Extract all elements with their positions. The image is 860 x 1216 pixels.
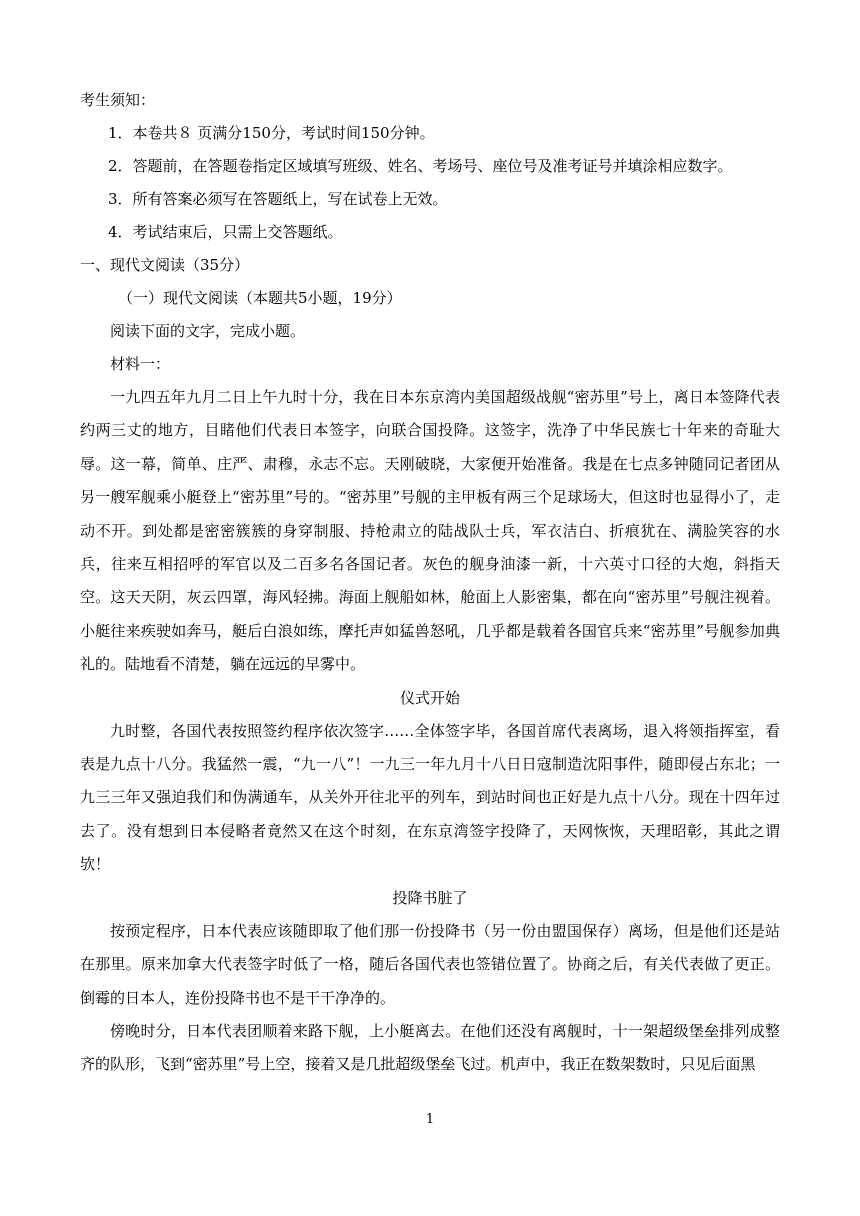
notice-item-4: 4．考试结束后，只需上交答题纸。 — [108, 223, 343, 241]
notice-title: 考生须知： — [80, 91, 156, 109]
section-subtitle: （一）现代文阅读（本题共5小题，19分） — [118, 289, 402, 307]
article-paragraph-3: 按预定程序，日本代表应该随即取了他们那一份投降书（另一份由盟国保存）离场，但是他们还是站在那里。原来加拿大代表签字时低了一格，随后各国代表也签错位置了。协商之后，有关代表做了更正。倒霉的日本人，连份投降书也不是干干净净的。 — [80, 921, 780, 1007]
notice-item-2: 2．答题前，在答题卷指定区域填写班级、姓名、考场号、座位号及准考证号并填涂相应数字。 — [108, 157, 733, 175]
article-paragraph-1: 一九四五年九月二日上午九时十分，我在日本东京湾内美国超级战舰“密苏里”号上，离日本签降代表约两三丈的地方，目睹他们代表日本签字，向联合国投降。这签字，洗净了中华民族七十年来的奇耻大辱。这一幕，简单、庄严、肃穆，永志不忘。天刚破晓，大家便开始准备。我是在七点多钟随同记者团从另一艘军舰乘小艇登上“密苏里”号的。“密苏里”号舰的主甲板有两三个足球场大，但这时也显得小了，走动不开。到处都是密密簇簇的身穿制服、持枪肃立的陆战队士兵，军衣洁白、折痕犹在、满脸笑容的水兵，往来互相招呼的军官以及二百多名各国记者。灰色的舰身油漆一新，十六英寸口径的大炮，斜指天空。这天天阴，灰云四罩，海风轻拂。海面上舰船如林，舱面上人影密集，都在向“密苏里”号舰注视着。小艇往来疾驶如奔马，艇后白浪如练，摩托声如猛兽怒吼，几乎都是载着各国官兵来“密苏里”号舰参加典礼的。陆地看不清楚，躺在远远的早雾中。 — [80, 388, 780, 674]
article-heading-1: 仪式开始 — [399, 688, 460, 707]
article-paragraph-4: 傍晚时分，日本代表团顺着来路下舰，上小艇离去。在他们还没有离舰时，十一架超级堡垒排列成整齐的队形，飞到“密苏里”号上空，接着又是几批超级堡垒飞过。机声中，我正在数架数时，只见后面黑 — [80, 1021, 780, 1074]
section-title: 一、现代文阅读（35分） — [80, 256, 250, 274]
article-paragraph-2: 九时整，各国代表按照签约程序依次签字……全体签字毕，各国首席代表离场，退入将领指挥室，看表是九点十八分。我猛然一震，“九一八”！一九三一年九月十八日日寇制造沈阳事件，随即侵占东北；一九三三年又强迫我们和伪满通车，从关外开往北平的列车，到站时间也正好是九点十八分。现在十四年过去了。没有想到日本侵略者竟然又在这个时刻，在东京湾签字投降了，天网恢恢，天理昭彰，其此之谓欤！ — [80, 721, 780, 874]
notice-item-1: 1．本卷共８ 页满分150分，考试时间150分钟。 — [108, 124, 435, 142]
article-heading-2: 投降书脏了 — [392, 888, 468, 907]
material-label: 材料一： — [110, 355, 171, 373]
notice-item-3: 3．所有答案必须写在答题纸上，写在试卷上无效。 — [108, 190, 448, 208]
page-number: 1 — [425, 1112, 435, 1127]
reading-instruction: 阅读下面的文字，完成小题。 — [110, 322, 306, 340]
exam-page — [80, 84, 780, 1082]
